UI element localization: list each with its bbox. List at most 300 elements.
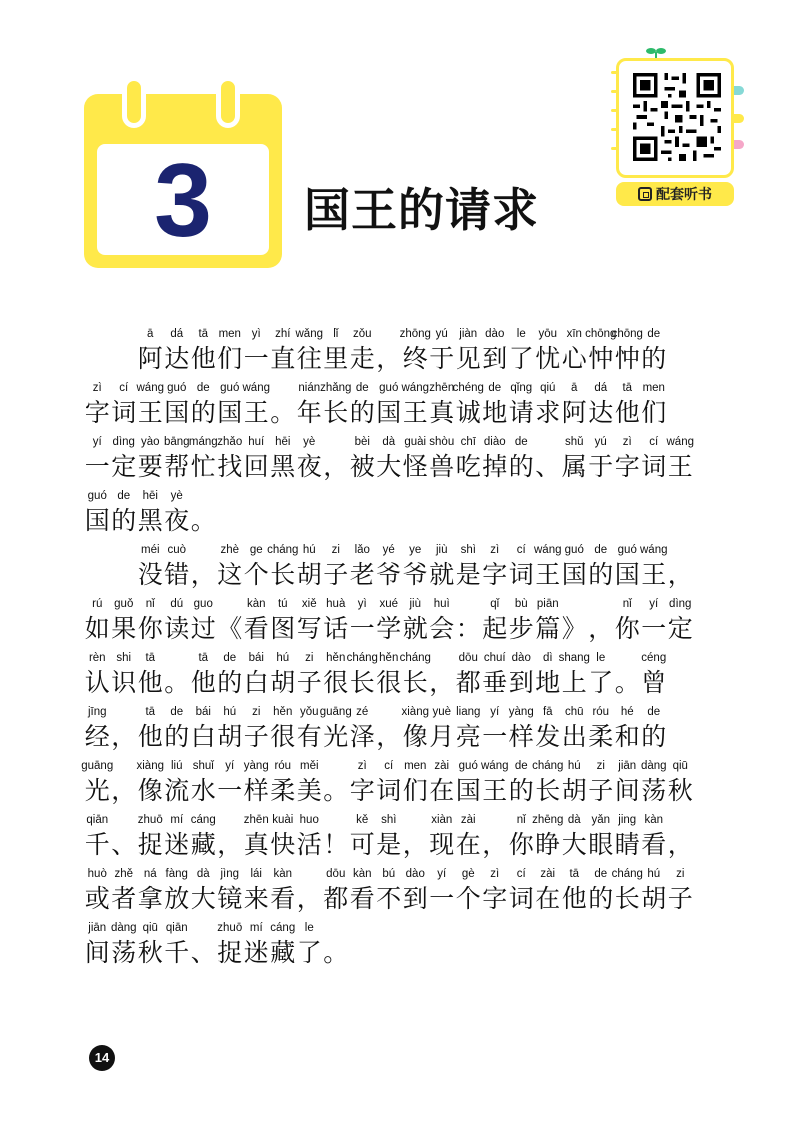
pinyin: ná <box>143 868 157 880</box>
hanzi: 样 <box>243 776 269 805</box>
pinyin: wáng <box>136 382 164 394</box>
pinyin: diào <box>483 436 506 448</box>
hanzi: 的 <box>508 452 534 481</box>
hanzi: 词 <box>508 884 534 913</box>
hanzi: ， <box>217 830 243 859</box>
hanzi: 爷 <box>376 560 402 589</box>
hanzi: 秋 <box>137 938 163 967</box>
pinyin: zì <box>490 544 500 556</box>
hanzi: 样 <box>508 722 534 751</box>
hanzi: 果 <box>111 614 137 643</box>
hanzi: 光 <box>84 776 110 805</box>
pinyin: zhè <box>220 544 240 556</box>
pinyin: zhǎo <box>217 436 243 448</box>
pinyin: chuí <box>483 652 506 664</box>
pinyin: hé <box>620 706 634 718</box>
bookmark-tab <box>734 86 744 95</box>
ruby-char <box>296 808 323 862</box>
pinyin: lǎo <box>354 544 370 556</box>
hanzi: 白 <box>190 722 216 751</box>
hanzi: 往 <box>296 344 322 373</box>
pinyin: xiě <box>301 598 317 610</box>
pinyin: de <box>170 706 184 718</box>
hanzi: 字 <box>482 560 508 589</box>
binder-holes <box>611 71 617 166</box>
pinyin: shì <box>381 814 397 826</box>
pinyin: wáng <box>534 544 562 556</box>
pinyin: zhēng <box>532 814 564 826</box>
hanzi: 起 <box>482 614 508 643</box>
pinyin: wáng <box>481 760 509 772</box>
pinyin: chū <box>564 706 584 718</box>
hanzi: 上 <box>561 668 587 697</box>
ruby-char <box>667 592 694 646</box>
pinyin: bù <box>514 598 528 610</box>
hanzi: 地 <box>482 398 508 427</box>
hanzi: 的 <box>190 398 216 427</box>
hanzi: 他 <box>137 668 163 697</box>
hanzi: 胡 <box>296 560 322 589</box>
pinyin: zhě <box>114 868 134 880</box>
hanzi: ， <box>402 830 428 859</box>
pinyin: hú <box>302 544 316 556</box>
hanzi: 。 <box>190 506 216 535</box>
pinyin: lái <box>250 868 262 880</box>
hanzi: 写 <box>296 614 322 643</box>
hanzi: 柔 <box>588 722 614 751</box>
hanzi: 或 <box>84 884 110 913</box>
qr-code-icon[interactable] <box>633 73 721 161</box>
hanzi: 、 <box>111 830 137 859</box>
hanzi: 求 <box>535 398 561 427</box>
hanzi: 长 <box>402 668 428 697</box>
hanzi: 的 <box>164 722 190 751</box>
pinyin: yí <box>490 706 500 718</box>
hanzi: 你 <box>508 830 534 859</box>
hanzi: ！ <box>323 830 349 859</box>
hanzi: 字 <box>349 776 375 805</box>
pinyin: chōng <box>585 328 617 340</box>
pinyin: wáng <box>666 436 694 448</box>
pinyin: shǔ <box>564 436 584 448</box>
ruby-char <box>399 646 431 700</box>
hanzi: ， <box>429 668 455 697</box>
hanzi: 美 <box>296 776 322 805</box>
hanzi: 看 <box>270 884 296 913</box>
hanzi: 掉 <box>482 452 508 481</box>
pinyin: tā <box>569 868 580 880</box>
calendar-ring-icon <box>216 76 240 128</box>
ruby-char <box>164 484 191 538</box>
pinyin: mí <box>170 814 184 826</box>
hanzi: 他 <box>137 722 163 751</box>
hanzi: 的 <box>641 344 667 373</box>
hanzi: 的 <box>588 560 614 589</box>
pinyin: zi <box>331 544 340 556</box>
pinyin: dá <box>594 382 608 394</box>
text-line <box>84 430 720 484</box>
hanzi: 都 <box>455 668 481 697</box>
ruby-char <box>81 754 114 808</box>
hanzi: 胡 <box>217 722 243 751</box>
pinyin: de <box>647 706 661 718</box>
pinyin: mí <box>249 922 263 934</box>
pinyin: qǐng <box>510 382 533 394</box>
pinyin: jiù <box>435 544 448 556</box>
hanzi: 如 <box>84 614 110 643</box>
hanzi: 阿 <box>137 344 163 373</box>
qr-card <box>616 58 734 178</box>
hanzi: 拿 <box>137 884 163 913</box>
pinyin: xiàng <box>136 760 164 772</box>
hanzi: 步 <box>508 614 534 643</box>
hanzi: 亮 <box>455 722 481 751</box>
pinyin: cí <box>649 436 659 448</box>
hanzi: 很 <box>376 668 402 697</box>
pinyin: céng <box>641 652 667 664</box>
pinyin: men <box>642 382 665 394</box>
pinyin: qǐ <box>490 598 500 610</box>
pinyin: shì <box>460 544 476 556</box>
pinyin: guāng <box>81 760 114 772</box>
hanzi: 大 <box>190 884 216 913</box>
hanzi: ， <box>376 722 402 751</box>
hanzi: 王 <box>482 776 508 805</box>
hanzi: 国 <box>84 506 110 535</box>
page-title: 国王的请求 <box>304 183 539 237</box>
hanzi: 和 <box>614 722 640 751</box>
ruby-char <box>667 808 694 862</box>
hanzi: 篇 <box>535 614 561 643</box>
hanzi: 认 <box>84 668 110 697</box>
hanzi: 了 <box>508 344 534 373</box>
hanzi: 字 <box>482 884 508 913</box>
pinyin: liang <box>456 706 481 718</box>
pinyin: zi <box>252 706 261 718</box>
hanzi: 流 <box>164 776 190 805</box>
pinyin: bāng <box>163 436 190 448</box>
pinyin: zhuō <box>137 814 163 826</box>
hanzi: 请 <box>508 398 534 427</box>
hanzi: 一 <box>349 614 375 643</box>
pinyin: de <box>514 436 528 448</box>
hanzi: ， <box>296 884 322 913</box>
ruby-char <box>429 592 456 646</box>
hanzi: 是 <box>455 560 481 589</box>
pinyin: men <box>218 328 241 340</box>
hanzi: 像 <box>137 776 163 805</box>
pinyin: dá <box>170 328 184 340</box>
hanzi: 。 <box>614 668 640 697</box>
hanzi: 者 <box>111 884 137 913</box>
pinyin: hú <box>223 706 237 718</box>
lesson-number: 3 <box>154 143 212 259</box>
ruby-char <box>667 862 694 916</box>
pinyin: hēi <box>142 490 158 502</box>
pinyin: hú <box>276 652 290 664</box>
pinyin: yí <box>225 760 235 772</box>
hanzi: 词 <box>376 776 402 805</box>
ruby-char <box>296 754 323 808</box>
pinyin: hěn <box>326 652 346 664</box>
pinyin: fā <box>542 706 553 718</box>
hanzi: 子 <box>243 722 269 751</box>
hanzi: 他 <box>190 344 216 373</box>
hanzi: ， <box>323 452 349 481</box>
pinyin: de <box>594 544 608 556</box>
pinyin: tā <box>622 382 633 394</box>
hanzi: 这 <box>217 560 243 589</box>
hanzi: 藏 <box>190 830 216 859</box>
ruby-char <box>641 646 668 700</box>
hanzi: 王 <box>137 398 163 427</box>
hanzi: 、 <box>190 938 216 967</box>
hanzi: 是 <box>376 830 402 859</box>
ruby-char <box>243 376 270 430</box>
pinyin: shang <box>558 652 590 664</box>
hanzi: 。 <box>270 398 296 427</box>
pinyin: guāng <box>319 706 352 718</box>
pinyin: yè <box>170 490 183 502</box>
pinyin: yàng <box>508 706 534 718</box>
hanzi: 《 <box>217 614 243 643</box>
pinyin: chōng <box>611 328 643 340</box>
pinyin: nián <box>298 382 321 394</box>
bookmark-tab <box>734 114 744 123</box>
hanzi: 阿 <box>561 398 587 427</box>
pinyin: gè <box>461 868 475 880</box>
hanzi: ， <box>111 722 137 751</box>
hanzi: ， <box>667 830 693 859</box>
text-line <box>84 538 720 592</box>
pinyin: zǒu <box>352 328 372 340</box>
pinyin: qiān <box>165 922 188 934</box>
pinyin: zi <box>596 760 605 772</box>
pinyin: jīng <box>87 706 107 718</box>
ruby-char <box>296 916 323 970</box>
calendar-ring-icon <box>122 76 146 128</box>
pinyin: qiū <box>672 760 688 772</box>
hanzi: 国 <box>614 560 640 589</box>
audio-book-label[interactable] <box>616 182 734 206</box>
ruby-char <box>376 808 403 862</box>
pinyin: chéng <box>452 382 484 394</box>
hanzi: 到 <box>402 884 428 913</box>
pinyin: kě <box>356 814 369 826</box>
hanzi: 老 <box>349 560 375 589</box>
page-number: 14 <box>89 1045 115 1071</box>
pinyin: men <box>404 760 427 772</box>
hanzi: 月 <box>429 722 455 751</box>
hanzi: 在 <box>429 776 455 805</box>
hanzi: 诚 <box>455 398 481 427</box>
pinyin: zé <box>356 706 369 718</box>
hanzi: 王 <box>402 398 428 427</box>
audio-qr-widget[interactable] <box>606 44 746 214</box>
pinyin: yì <box>251 328 261 340</box>
hanzi: ， <box>667 560 693 589</box>
hanzi: 忡 <box>614 344 640 373</box>
hanzi: 的 <box>508 776 534 805</box>
ruby-char <box>641 538 668 592</box>
pinyin: dà <box>196 868 210 880</box>
pinyin: zài <box>434 760 450 772</box>
pinyin: měi <box>299 760 319 772</box>
pinyin: zì <box>357 760 367 772</box>
ruby-char <box>561 592 588 646</box>
hanzi: 藏 <box>270 938 296 967</box>
hanzi: 了 <box>588 668 614 697</box>
pinyin: kàn <box>352 868 372 880</box>
hanzi: 秋 <box>667 776 693 805</box>
story-text <box>81 322 720 970</box>
hanzi: 的 <box>588 884 614 913</box>
pinyin: kàn <box>644 814 664 826</box>
hanzi: 见 <box>455 344 481 373</box>
hanzi: 就 <box>402 614 428 643</box>
bookmark-tab <box>734 140 744 149</box>
text-line <box>84 646 720 700</box>
pinyin: le <box>516 328 526 340</box>
hanzi: 达 <box>588 398 614 427</box>
pinyin: yí <box>92 436 102 448</box>
hanzi: 们 <box>641 398 667 427</box>
hanzi: 夜 <box>296 452 322 481</box>
ruby-char <box>641 322 668 376</box>
ruby-char <box>349 700 376 754</box>
hanzi: 识 <box>111 668 137 697</box>
pinyin: xiàng <box>401 706 429 718</box>
pinyin: guó <box>564 544 584 556</box>
pinyin: guǒ <box>114 598 134 610</box>
pinyin: méi <box>140 544 160 556</box>
pinyin: yǎn <box>591 814 611 826</box>
pinyin: yú <box>435 328 448 340</box>
pinyin: xué <box>379 598 399 610</box>
hanzi: ： <box>455 614 481 643</box>
pinyin: ge <box>249 544 263 556</box>
hanzi: 话 <box>323 614 349 643</box>
pinyin: jiàn <box>459 328 478 340</box>
ruby-char <box>84 700 111 754</box>
hanzi: 定 <box>667 614 693 643</box>
hanzi: 有 <box>296 722 322 751</box>
pinyin: dú <box>170 598 184 610</box>
hanzi: 他 <box>561 884 587 913</box>
pinyin: bú <box>382 868 396 880</box>
pinyin: de <box>355 382 369 394</box>
pinyin: guó <box>617 544 637 556</box>
hanzi: 》 <box>561 614 587 643</box>
text-line <box>81 754 720 808</box>
hanzi: 王 <box>243 398 269 427</box>
hanzi: 胡 <box>641 884 667 913</box>
hanzi: 胡 <box>561 776 587 805</box>
hanzi: 们 <box>402 776 428 805</box>
hanzi: 字 <box>84 398 110 427</box>
hanzi: 于 <box>588 452 614 481</box>
pinyin: cí <box>516 544 526 556</box>
hanzi: 你 <box>137 614 163 643</box>
hanzi: 镜 <box>217 884 243 913</box>
ruby-char <box>296 430 323 484</box>
ruby-char <box>455 808 482 862</box>
hanzi: 荡 <box>111 938 137 967</box>
pinyin: guó <box>167 382 187 394</box>
pinyin: yǒu <box>299 706 319 718</box>
ruby-char <box>323 916 350 970</box>
pinyin: zi <box>676 868 685 880</box>
hanzi: 迷 <box>164 830 190 859</box>
hanzi: 间 <box>614 776 640 805</box>
hanzi: 像 <box>402 722 428 751</box>
pinyin: cháng <box>267 544 299 556</box>
pinyin: piān <box>536 598 559 610</box>
pinyin: yè <box>303 436 316 448</box>
hanzi: 忡 <box>588 344 614 373</box>
pinyin: fàng <box>165 868 188 880</box>
pinyin: zhuō <box>217 922 243 934</box>
hanzi: 一 <box>429 884 455 913</box>
hanzi: 间 <box>84 938 110 967</box>
hanzi: 就 <box>429 560 455 589</box>
pinyin: tā <box>145 652 156 664</box>
pinyin: huò <box>87 868 107 880</box>
hanzi: 词 <box>641 452 667 481</box>
pinyin: zhēn <box>243 814 269 826</box>
hanzi: 词 <box>111 398 137 427</box>
pinyin: cháng <box>611 868 643 880</box>
hanzi: 真 <box>243 830 269 859</box>
hanzi: 吃 <box>455 452 481 481</box>
audio-book-text: 配套听书 <box>656 187 712 203</box>
pinyin: shuǐ <box>192 760 214 772</box>
ruby-char <box>667 538 694 592</box>
ruby-char <box>164 538 191 592</box>
hanzi: 到 <box>482 344 508 373</box>
pinyin: huì <box>433 598 450 610</box>
pinyin: kuài <box>272 814 294 826</box>
pinyin: xīn <box>566 328 582 340</box>
pinyin: guài <box>404 436 427 448</box>
pinyin: shòu <box>429 436 455 448</box>
hanzi: 看 <box>641 830 667 859</box>
hanzi: 。 <box>323 938 349 967</box>
pinyin: yí <box>437 868 447 880</box>
lesson-calendar-badge <box>84 76 282 268</box>
hanzi: 很 <box>323 668 349 697</box>
pinyin: dào <box>485 328 505 340</box>
ruby-char <box>667 430 694 484</box>
hanzi: 兽 <box>429 452 455 481</box>
ruby-char <box>535 592 562 646</box>
hanzi: 的 <box>217 668 243 697</box>
hanzi: 长 <box>535 776 561 805</box>
pinyin: jing <box>618 814 637 826</box>
hanzi: 捉 <box>217 938 243 967</box>
pinyin: lǐ <box>333 328 339 340</box>
ruby-char <box>190 484 217 538</box>
hanzi: 真 <box>429 398 455 427</box>
ruby-char <box>588 646 615 700</box>
pinyin: bèi <box>354 436 370 448</box>
hanzi: 在 <box>535 884 561 913</box>
pinyin: dōu <box>458 652 478 664</box>
hanzi: 很 <box>270 722 296 751</box>
hanzi: 子 <box>588 776 614 805</box>
hanzi: 出 <box>561 722 587 751</box>
hanzi: 垂 <box>482 668 508 697</box>
